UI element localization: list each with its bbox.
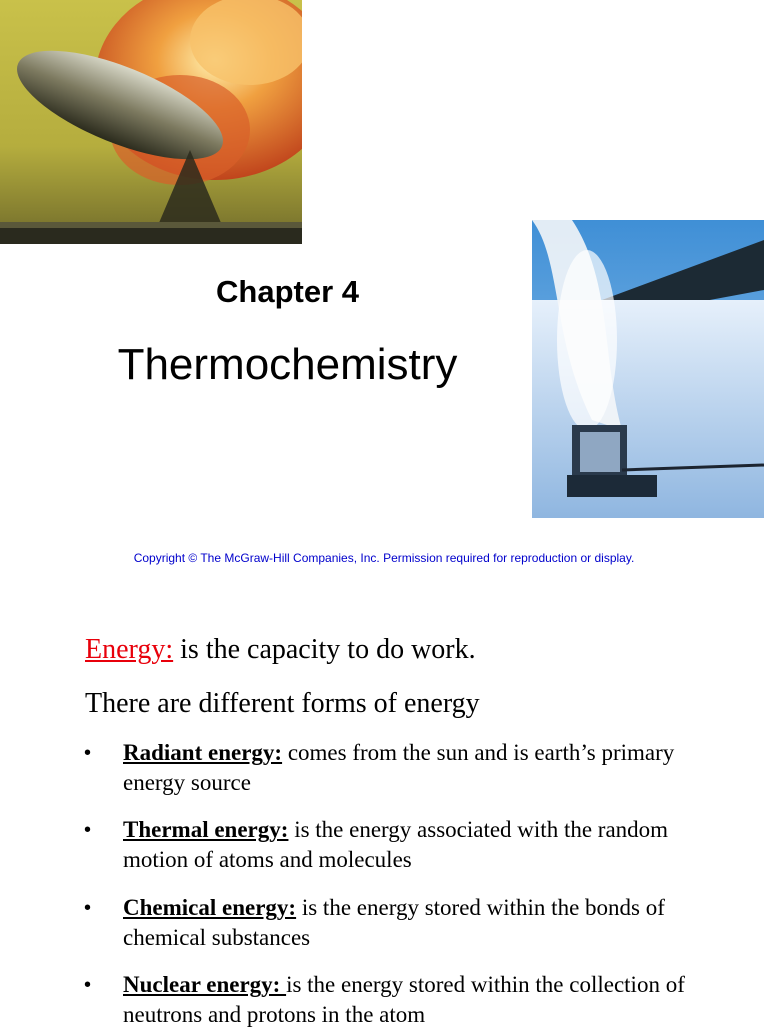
chemical-energy-description: is the energy stored within the bonds of chemical substances xyxy=(123,895,665,950)
energy-definition-text: is the capacity to do work. xyxy=(173,634,476,665)
chapter-title: Thermochemistry xyxy=(117,340,458,389)
thermal-energy-term: Thermal energy: xyxy=(123,817,289,842)
bullet: • xyxy=(84,819,92,841)
radiant-energy-description: comes from the sun and is earth’s primary energy source xyxy=(123,740,675,795)
energy-definition xyxy=(85,634,476,666)
chemical-energy-term: Chemical energy: xyxy=(123,895,297,920)
forms-intro: There are different forms of energy xyxy=(85,688,480,719)
bullet: • xyxy=(84,897,92,919)
energy-term: Energy: xyxy=(85,634,174,665)
nuclear-energy-description: is the energy stored within the collection of neutrons and protons in the atom xyxy=(123,972,685,1027)
chapter-label: Chapter 4 xyxy=(216,274,359,309)
nuclear-energy-term: Nuclear energy: xyxy=(123,972,287,997)
copyright-notice: Copyright © The McGraw-Hill Companies, Inc. Permission required for reproduction or display. xyxy=(133,551,635,565)
hindenburg-photo xyxy=(0,0,302,244)
bullet: • xyxy=(84,742,92,764)
radiant-energy-term: Radiant energy: xyxy=(123,740,283,765)
bullet: • xyxy=(84,974,92,996)
thermal-energy-description: is the energy associated with the random motion of atoms and molecules xyxy=(123,817,669,872)
